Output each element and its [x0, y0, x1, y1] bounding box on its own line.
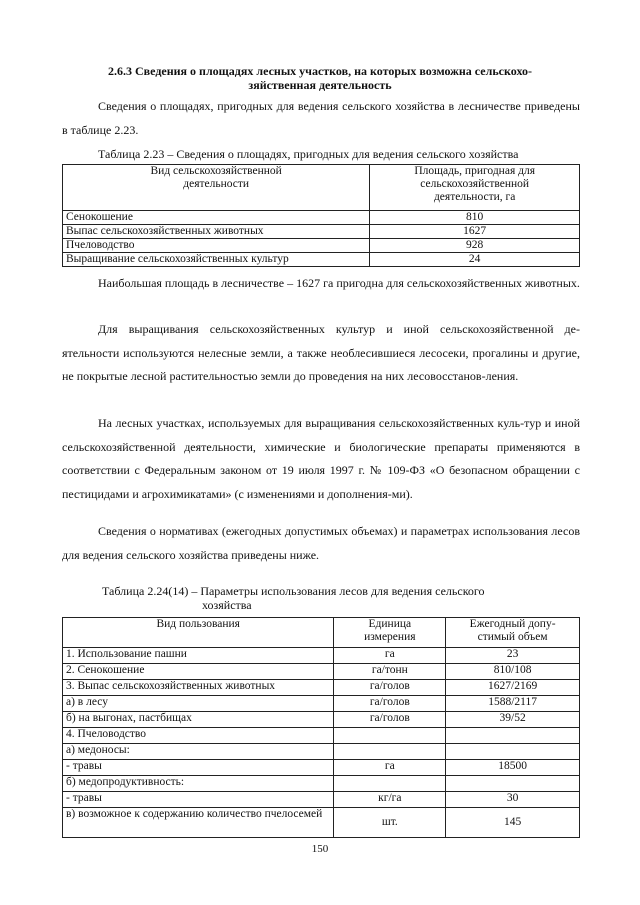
table2-caption-line-1: Таблица 2.24(14) – Параметры использования лесов для ведения сельского [102, 584, 485, 598]
cell-use-type: - травы [63, 792, 334, 808]
page-number: 150 [311, 843, 329, 855]
table-header-row [63, 165, 580, 211]
cell-volume [446, 744, 580, 760]
section-title [62, 64, 578, 92]
cell-volume: 145 [446, 808, 580, 838]
cell-area: 24 [370, 253, 580, 267]
table-row [63, 808, 580, 838]
table-row [63, 680, 580, 696]
cell-activity: Выращивание сельскохозяйственных культур [63, 253, 370, 267]
table-row [63, 728, 580, 744]
paragraph-cultivation: Для выращивания сельскохозяйственных культур и иной сельскохозяйственной де-ятельности используются нелесные земли, а также необлесившиеся лесосеки, прогалины и другие, не покрытые лесной растительностью земли до проведения на них лесовосстанов-ления. [62, 322, 580, 384]
cell-area: 810 [370, 211, 580, 225]
table-agricultural-areas [62, 164, 580, 267]
cell-unit [334, 744, 446, 760]
table-row [63, 744, 580, 760]
cell-unit: шт. [334, 808, 446, 838]
table-row [63, 239, 580, 253]
cell-unit: га/тонн [334, 664, 446, 680]
section-title-line-2: зяйственная деятельность [248, 78, 392, 92]
cell-use-type: 4. Пчеловодство [63, 728, 334, 744]
table-row [63, 253, 580, 267]
table-row [63, 648, 580, 664]
cell-activity: Выпас сельскохозяйственных животных [63, 225, 370, 239]
cell-activity: Пчеловодство [63, 239, 370, 253]
cell-use-type: б) медопродуктивность: [63, 776, 334, 792]
cell-use-type: а) в лесу [63, 696, 334, 712]
cell-unit [334, 776, 446, 792]
table-row [63, 776, 580, 792]
cell-volume: 1588/2117 [446, 696, 580, 712]
cell-unit: кг/га [334, 792, 446, 808]
cell-unit: га/голов [334, 680, 446, 696]
intro-paragraph: Сведения о площадях, пригодных для ведения сельского хозяйства в лесничестве приведены в таблице 2.23. [62, 99, 580, 137]
table2-caption [102, 584, 485, 612]
cell-volume: 810/108 [446, 664, 580, 680]
cell-use-type: в) возможное к содержанию количество пчелосемей [63, 808, 334, 838]
table-row [63, 211, 580, 225]
cell-volume: 1627/2169 [446, 680, 580, 696]
cell-volume: 23 [446, 648, 580, 664]
header-activity-type: Вид сельскохозяйственной деятельности [63, 165, 370, 211]
header-suitable-area: Площадь, пригодная для сельскохозяйственной деятельности, га [370, 165, 580, 211]
cell-use-type: а) медоносы: [63, 744, 334, 760]
header-annual-volume: Ежегодный допу- стимый объем [446, 618, 580, 648]
cell-volume: 39/52 [446, 712, 580, 728]
cell-area: 928 [370, 239, 580, 253]
table1-caption: Таблица 2.23 – Сведения о площадях, пригодных для ведения сельского хозяйства [98, 147, 519, 161]
table-header-row [63, 618, 580, 648]
paragraph-norms: Сведения о нормативах (ежегодных допустимых объемах) и параметрах использования лесов для ведения сельского хозяйства приведены ниже. [62, 524, 580, 562]
cell-unit [334, 728, 446, 744]
cell-unit: га/голов [334, 712, 446, 728]
paragraph-largest-area: Наибольшая площадь в лесничестве – 1627 га пригодна для сельскохозяйственных животных. [98, 276, 580, 290]
cell-unit: га [334, 648, 446, 664]
table-row [63, 792, 580, 808]
cell-use-type: 1. Использование пашни [63, 648, 334, 664]
cell-volume [446, 776, 580, 792]
table-forest-use-parameters [62, 617, 580, 838]
table-row [63, 225, 580, 239]
cell-volume [446, 728, 580, 744]
cell-volume: 18500 [446, 760, 580, 776]
cell-use-type: 2. Сенокошение [63, 664, 334, 680]
table-row [63, 712, 580, 728]
table2-caption-line-2: хозяйства [202, 598, 252, 612]
section-title-line-1: 2.6.3 Сведения о площадях лесных участков, на которых возможна сельскохо- [108, 64, 532, 78]
table-row [63, 760, 580, 776]
cell-activity: Сенокошение [63, 211, 370, 225]
table-row [63, 696, 580, 712]
header-unit: Единица измерения [334, 618, 446, 648]
table-row [63, 664, 580, 680]
paragraph-chemicals: На лесных участках, используемых для выращивания сельскохозяйственных куль-тур и иной сельскохозяйственной деятельности, химические и биологические препараты применяются в соответствии с Федеральным законом от 19 июля 1997 г. № 109-ФЗ «О безопасном обращении с пестицидами и агрохимикатами» (с изменениями и дополнения-ми). [62, 416, 580, 501]
cell-use-type: 3. Выпас сельскохозяйственных животных [63, 680, 334, 696]
cell-unit: га [334, 760, 446, 776]
cell-unit: га/голов [334, 696, 446, 712]
cell-area: 1627 [370, 225, 580, 239]
cell-volume: 30 [446, 792, 580, 808]
cell-use-type: б) на выгонах, пастбищах [63, 712, 334, 728]
header-use-type: Вид пользования [63, 618, 334, 648]
cell-use-type: - травы [63, 760, 334, 776]
